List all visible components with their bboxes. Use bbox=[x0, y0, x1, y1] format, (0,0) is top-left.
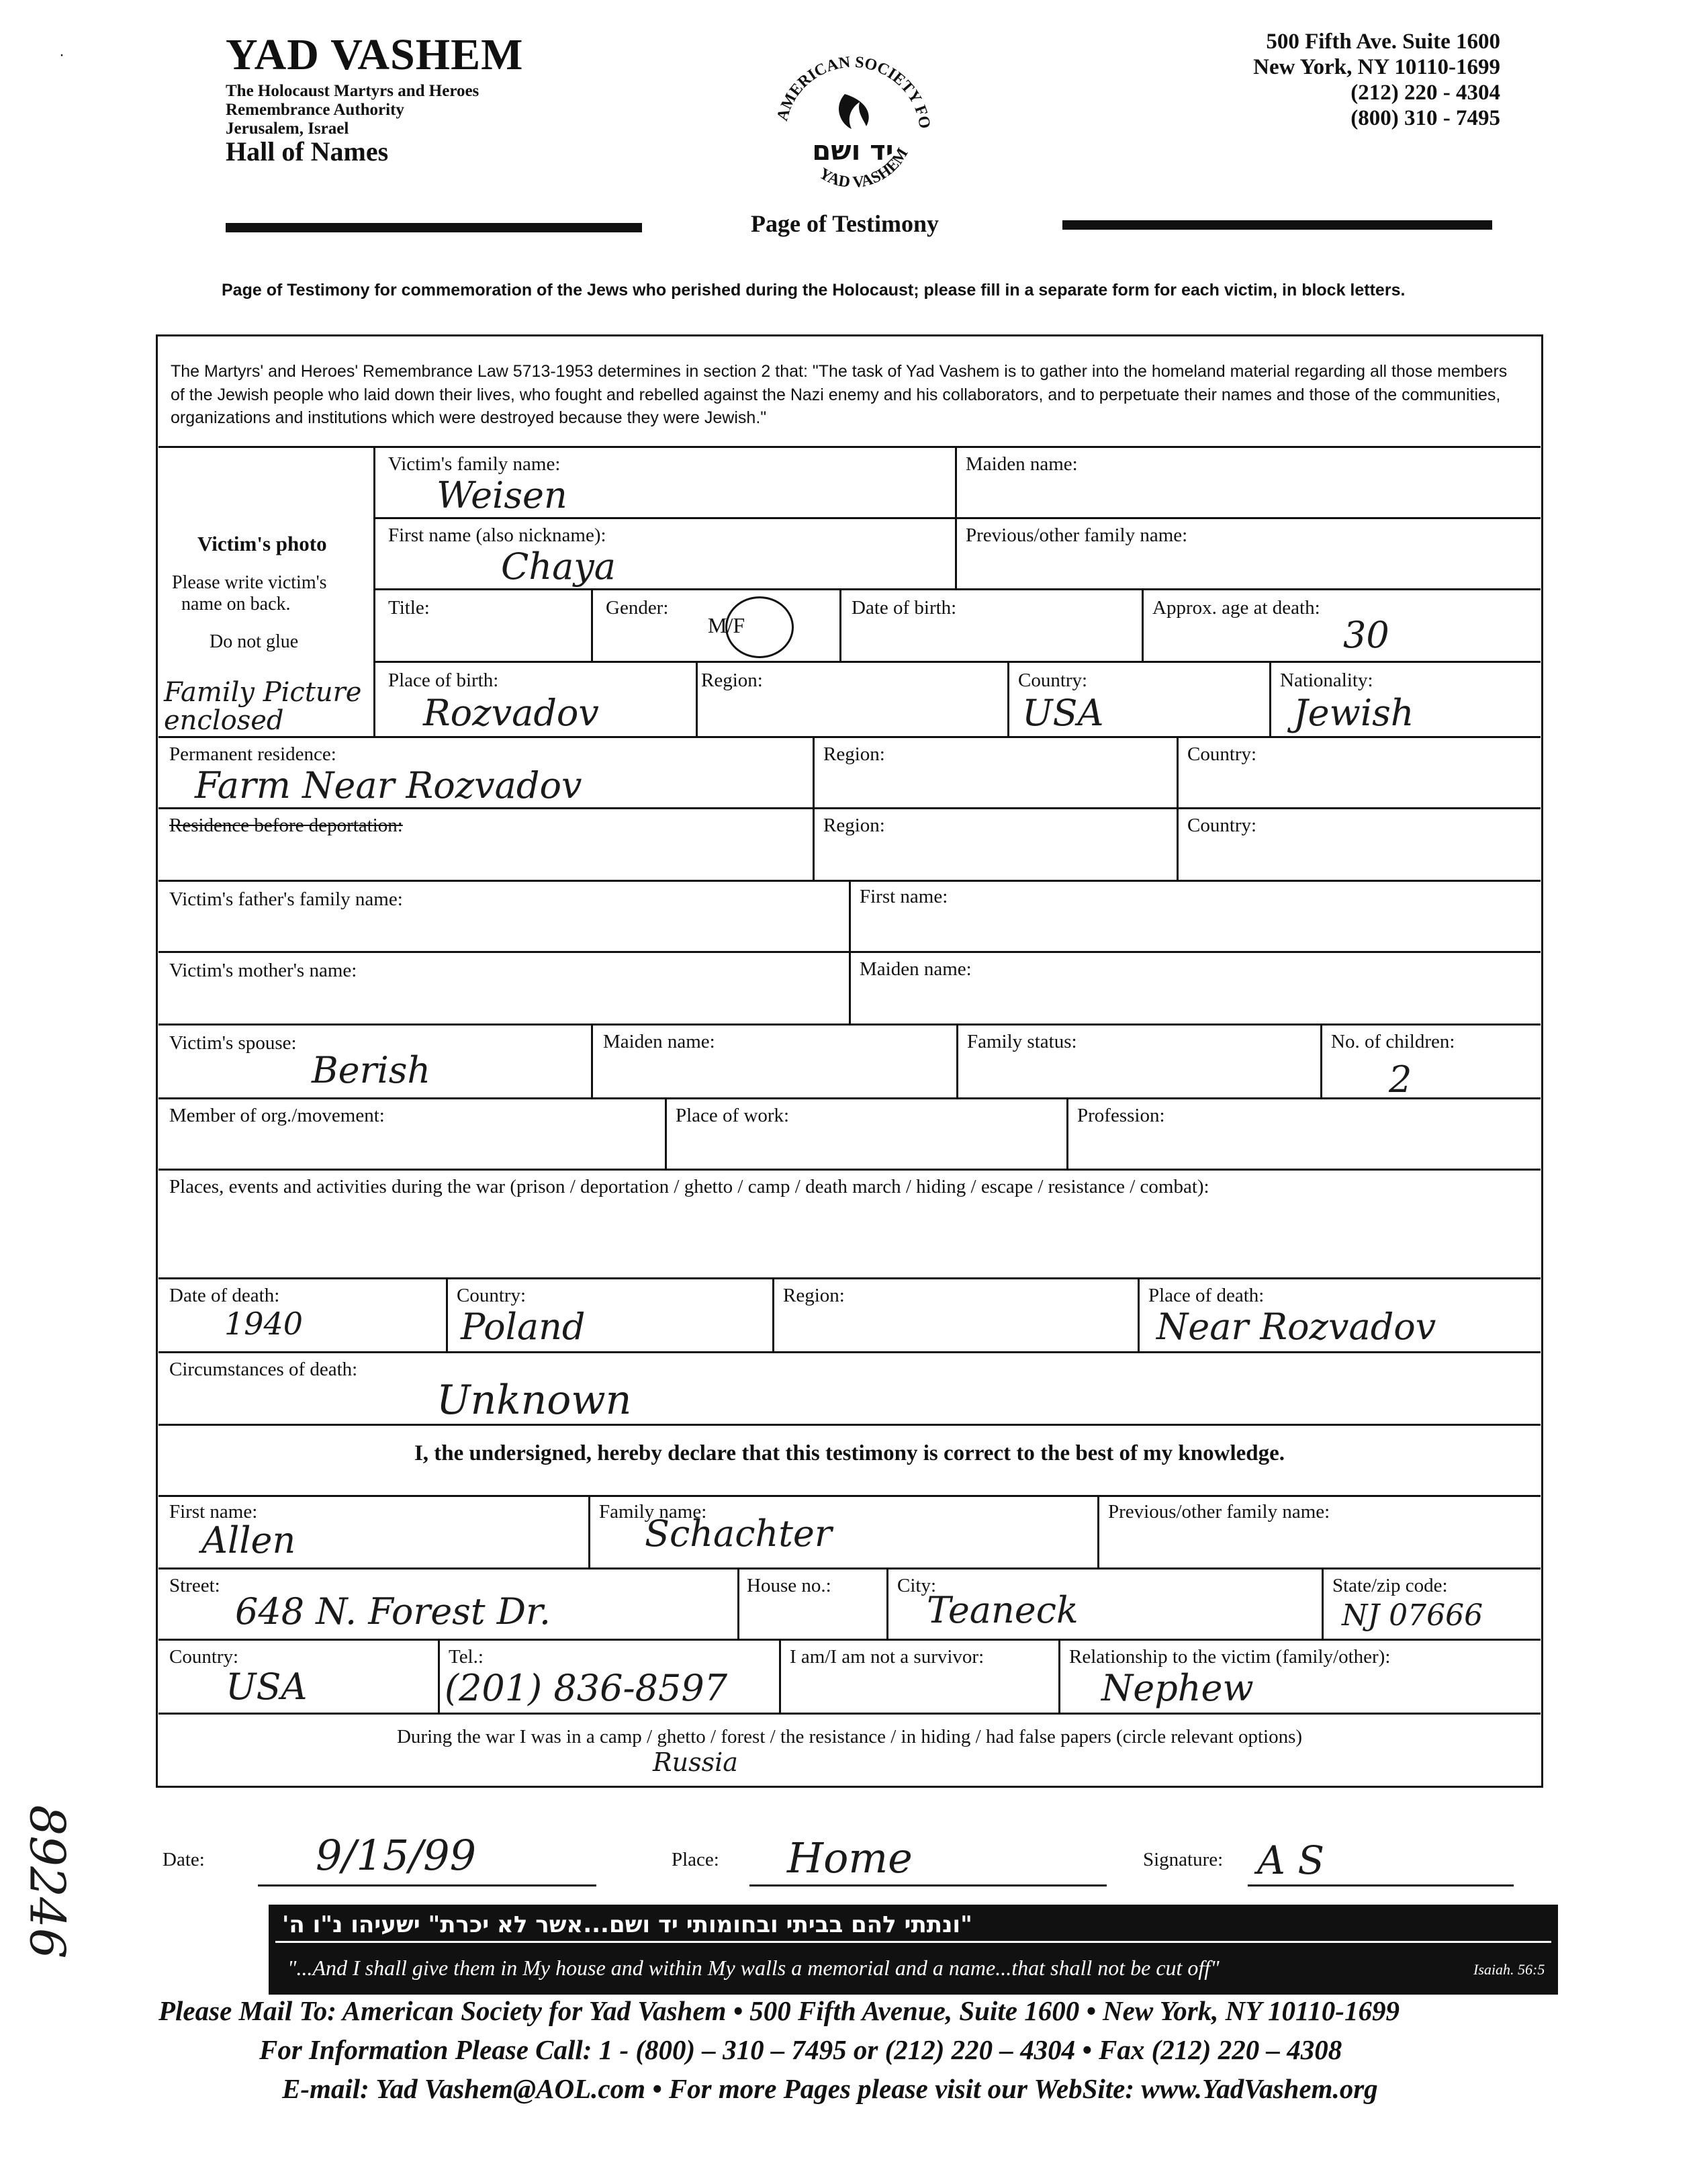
label-gender-options: M/F bbox=[708, 613, 745, 637]
contact-phone-1: (212) 220 - 4304 bbox=[1350, 81, 1500, 105]
col-line bbox=[839, 588, 841, 661]
col-line bbox=[1097, 1495, 1099, 1567]
banner-english: "...And I shall give them in My house and within My walls a memorial and a name...that shall not be cut off" bbox=[287, 1956, 1220, 1980]
label-age-at-death: Approx. age at death: bbox=[1152, 597, 1320, 619]
label-city: City: bbox=[897, 1575, 937, 1596]
value-age-at-death[interactable]: 30 bbox=[1343, 614, 1389, 656]
value-signature[interactable]: A S bbox=[1257, 1837, 1325, 1883]
col-line bbox=[849, 880, 851, 1023]
label-place-of-death: Place of death: bbox=[1148, 1285, 1265, 1306]
label-mother-name: Victim's mother's name: bbox=[169, 960, 357, 981]
value-nationality[interactable]: Jewish bbox=[1293, 692, 1414, 734]
label-place: Place: bbox=[672, 1849, 719, 1870]
label-date: Date: bbox=[163, 1849, 205, 1870]
row-line bbox=[158, 736, 1541, 738]
law-text: The Martyrs' and Heroes' Remembrance Law 5713-1953 determines in section 2 that: "The task of Yad Vashem is to gather into the homeland material regarding all those members of the Jewish people who laid down their lives, who fought and rebelled against the Nazi enemy and his collaborators, and to perpetuate their names and those of the communities, organizations and institutions which were destroyed because they were Jewish." bbox=[171, 362, 1508, 427]
value-first-name[interactable]: Chaya bbox=[501, 545, 616, 588]
label-country: Country: bbox=[169, 1646, 239, 1668]
col-line bbox=[1058, 1639, 1060, 1713]
row-line bbox=[158, 1424, 1541, 1426]
value-state-zip[interactable]: NJ 07666 bbox=[1342, 1598, 1483, 1633]
label-survivor: I am/I am not a survivor: bbox=[790, 1646, 984, 1668]
org-subtitle-3: Jerusalem, Israel bbox=[226, 120, 349, 138]
label-death-country: Country: bbox=[457, 1285, 526, 1306]
photo-handwritten-note: Family Picture enclosed bbox=[164, 677, 362, 736]
photo-instruction-2: name on back. bbox=[181, 594, 291, 615]
col-line bbox=[696, 661, 698, 736]
col-line bbox=[1066, 1097, 1068, 1169]
label-signature: Signature: bbox=[1143, 1849, 1224, 1870]
label-birth-region: Region: bbox=[701, 670, 763, 691]
col-line bbox=[446, 1277, 448, 1351]
hall-of-names: Hall of Names bbox=[226, 136, 389, 167]
row-line bbox=[373, 517, 1541, 519]
value-place-of-birth[interactable]: Rozvadov bbox=[423, 692, 599, 734]
banner-inner-line bbox=[275, 1941, 1551, 1943]
label-date-of-death: Date of death: bbox=[169, 1285, 280, 1306]
label-member-of-org: Member of org./movement: bbox=[169, 1105, 385, 1126]
col-line bbox=[779, 1639, 781, 1713]
photo-instruction-3: Do not glue bbox=[210, 631, 299, 652]
label-tel: Tel.: bbox=[449, 1646, 484, 1668]
value-submitter-first-name[interactable]: Allen bbox=[201, 1519, 296, 1561]
col-line bbox=[665, 1097, 667, 1169]
col-line bbox=[1007, 661, 1009, 736]
photo-title: Victim's photo bbox=[197, 532, 327, 555]
signature-line bbox=[1248, 1884, 1514, 1886]
value-family-name[interactable]: Weisen bbox=[437, 474, 567, 516]
label-state-zip: State/zip code: bbox=[1332, 1575, 1448, 1596]
page-title: Page of Testimony bbox=[751, 210, 940, 237]
date-line bbox=[258, 1884, 596, 1886]
label-nationality: Nationality: bbox=[1280, 670, 1373, 691]
photo-instruction-1: Please write victim's bbox=[172, 572, 327, 593]
value-death-country[interactable]: Poland bbox=[461, 1306, 586, 1348]
label-previous-family-name: Previous/other family name: bbox=[966, 525, 1188, 546]
label-residence-region: Region: bbox=[823, 743, 885, 765]
row-line bbox=[158, 1277, 1541, 1279]
label-spouse-maiden-name: Maiden name: bbox=[603, 1031, 715, 1052]
value-date-of-death[interactable]: 1940 bbox=[224, 1306, 304, 1342]
org-subtitle-1: The Holocaust Martyrs and Heroes bbox=[226, 82, 479, 100]
row-line bbox=[373, 661, 1541, 663]
seal-icon bbox=[766, 40, 940, 215]
svg-text:יד ושם: יד ושם bbox=[812, 136, 894, 167]
value-city[interactable]: Teaneck bbox=[927, 1589, 1079, 1631]
row-line bbox=[158, 1169, 1541, 1171]
label-residence-before-deportation: Residence before deportation: bbox=[169, 815, 403, 836]
col-line bbox=[591, 588, 593, 661]
label-house-no: House no.: bbox=[747, 1575, 831, 1596]
row-line bbox=[158, 1351, 1541, 1353]
label-family-name: Victim's family name: bbox=[388, 453, 561, 475]
value-place-of-death[interactable]: Near Rozvadov bbox=[1156, 1306, 1436, 1348]
label-submitter-prev-name: Previous/other family name: bbox=[1108, 1501, 1330, 1522]
label-family-status: Family status: bbox=[967, 1031, 1077, 1052]
intro-text: Page of Testimony for commemoration of the Jews who perished during the Holocaust; please fill in a separate form for each victim, in block letters. bbox=[222, 281, 1406, 300]
contact-address-1: 500 Fifth Ave. Suite 1600 bbox=[1266, 30, 1500, 54]
org-subtitle-2: Remembrance Authority bbox=[226, 101, 404, 119]
col-line bbox=[1320, 1023, 1322, 1097]
col-line bbox=[772, 1277, 774, 1351]
contact-phone-2: (800) 310 - 7495 bbox=[1350, 106, 1500, 130]
row-line bbox=[158, 807, 1541, 809]
svg-text:YAD VASHEM: YAD VASHEM bbox=[816, 145, 912, 192]
col-line bbox=[886, 1567, 888, 1639]
value-submitter-family-name[interactable]: Schachter bbox=[645, 1512, 832, 1555]
col-line bbox=[438, 1639, 440, 1713]
value-number-of-children[interactable]: 2 bbox=[1389, 1058, 1412, 1101]
row-line bbox=[158, 1567, 1541, 1569]
margin-number: 89246 bbox=[19, 1805, 76, 1959]
col-line bbox=[813, 736, 815, 880]
label-death-region: Region: bbox=[783, 1285, 845, 1306]
value-permanent-residence[interactable]: Farm Near Rozvadov bbox=[195, 764, 582, 807]
value-relationship[interactable]: Nephew bbox=[1101, 1667, 1254, 1709]
label-first-name: First name (also nickname): bbox=[388, 525, 606, 546]
value-country[interactable]: USA bbox=[226, 1666, 308, 1708]
svg-text:AMERICAN SOCIETY FOR: AMERICAN SOCIETY FO bbox=[774, 53, 933, 130]
label-father-family-name: Victim's father's family name: bbox=[169, 889, 403, 910]
org-name: YAD VASHEM bbox=[226, 30, 524, 79]
gender-circle[interactable] bbox=[725, 596, 794, 658]
label-submitter-family-name: Family name: bbox=[599, 1501, 707, 1522]
declaration: I, the undersigned, hereby declare that this testimony is correct to the best of my knowledge. bbox=[414, 1441, 1285, 1465]
label-places-during-war: Places, events and activities during the war (prison / deportation / ghetto / camp / death march / hiding / escape / resistance / combat): bbox=[169, 1176, 1209, 1197]
value-war-note[interactable]: Russia bbox=[653, 1747, 738, 1777]
banner-hebrew: "ונתתי להם בביתי ובחומותי יד ושם...אשר לא יכרת" ישעיהו נ"ו ה' bbox=[282, 1911, 972, 1938]
footer-phone: For Information Please Call: 1 - (800) – 310 – 7495 or (212) 220 – 4304 • Fax (212) 220 – 4308 bbox=[259, 2034, 1342, 2065]
label-birth-country: Country: bbox=[1018, 670, 1088, 691]
label-spouse: Victim's spouse: bbox=[169, 1032, 297, 1054]
label-title: Title: bbox=[388, 597, 430, 619]
col-line bbox=[956, 1023, 958, 1097]
value-street[interactable]: 648 N. Forest Dr. bbox=[235, 1590, 551, 1633]
label-during-war: During the war I was in a camp / ghetto / forest / the resistance / in hiding / had false papers (circle relevant options) bbox=[396, 1726, 1303, 1747]
footer-email: E-mail: Yad Vashem@AOL.com • For more Pages please visit our WebSite: www.YadVashem.org bbox=[282, 2073, 1378, 2104]
header-rule-right bbox=[1062, 220, 1492, 230]
row-line bbox=[158, 1495, 1541, 1497]
label-place-of-work: Place of work: bbox=[676, 1105, 790, 1126]
col-line bbox=[1322, 1567, 1324, 1639]
label-number-of-children: No. of children: bbox=[1331, 1031, 1455, 1052]
footer-mail: Please Mail To: American Society for Yad Vashem • 500 Fifth Avenue, Suite 1600 • New York, NY 10110-1699 bbox=[158, 1995, 1400, 2026]
label-relationship: Relationship to the victim (family/other): bbox=[1069, 1646, 1391, 1668]
value-circumstances-of-death[interactable]: Unknown bbox=[437, 1377, 632, 1424]
value-place[interactable]: Home bbox=[787, 1833, 913, 1882]
label-place-of-birth: Place of birth: bbox=[388, 670, 499, 691]
society-seal bbox=[766, 40, 940, 215]
col-line bbox=[1142, 588, 1144, 661]
label-deportation-country: Country: bbox=[1187, 815, 1257, 836]
margin-mark: · bbox=[59, 46, 64, 64]
banner-citation: Isaiah. 56:5 bbox=[1473, 1961, 1545, 1978]
header-rule-left bbox=[226, 223, 642, 232]
row-line bbox=[158, 1023, 1541, 1026]
col-line bbox=[1177, 736, 1179, 880]
label-permanent-residence: Permanent residence: bbox=[169, 743, 336, 765]
row-line bbox=[158, 1639, 1541, 1641]
label-deportation-region: Region: bbox=[823, 815, 885, 836]
label-submitter-first-name: First name: bbox=[169, 1501, 258, 1522]
value-tel[interactable]: (201) 836-8597 bbox=[445, 1667, 728, 1709]
label-street: Street: bbox=[169, 1575, 220, 1596]
value-birth-country[interactable]: USA bbox=[1022, 692, 1104, 734]
col-line bbox=[1269, 661, 1271, 736]
label-profession: Profession: bbox=[1077, 1105, 1165, 1126]
label-date-of-birth: Date of birth: bbox=[852, 597, 957, 619]
col-line bbox=[591, 1023, 593, 1097]
col-line bbox=[955, 446, 957, 588]
col-line bbox=[1138, 1277, 1140, 1351]
label-circumstances-of-death: Circumstances of death: bbox=[169, 1359, 358, 1380]
row-line bbox=[373, 588, 1541, 590]
value-date[interactable]: 9/15/99 bbox=[316, 1831, 477, 1880]
label-residence-country: Country: bbox=[1187, 743, 1257, 765]
row-line bbox=[158, 1097, 1541, 1099]
row-line bbox=[158, 1713, 1541, 1715]
value-spouse[interactable]: Berish bbox=[312, 1049, 431, 1091]
col-line bbox=[737, 1567, 739, 1639]
label-maiden-name: Maiden name: bbox=[966, 453, 1078, 475]
place-line bbox=[749, 1884, 1107, 1886]
contact-address-2: New York, NY 10110-1699 bbox=[1253, 55, 1500, 79]
label-mother-maiden-name: Maiden name: bbox=[860, 958, 972, 980]
col-line bbox=[588, 1495, 590, 1567]
label-father-first-name: First name: bbox=[860, 886, 948, 907]
label-gender: Gender: bbox=[606, 597, 669, 619]
